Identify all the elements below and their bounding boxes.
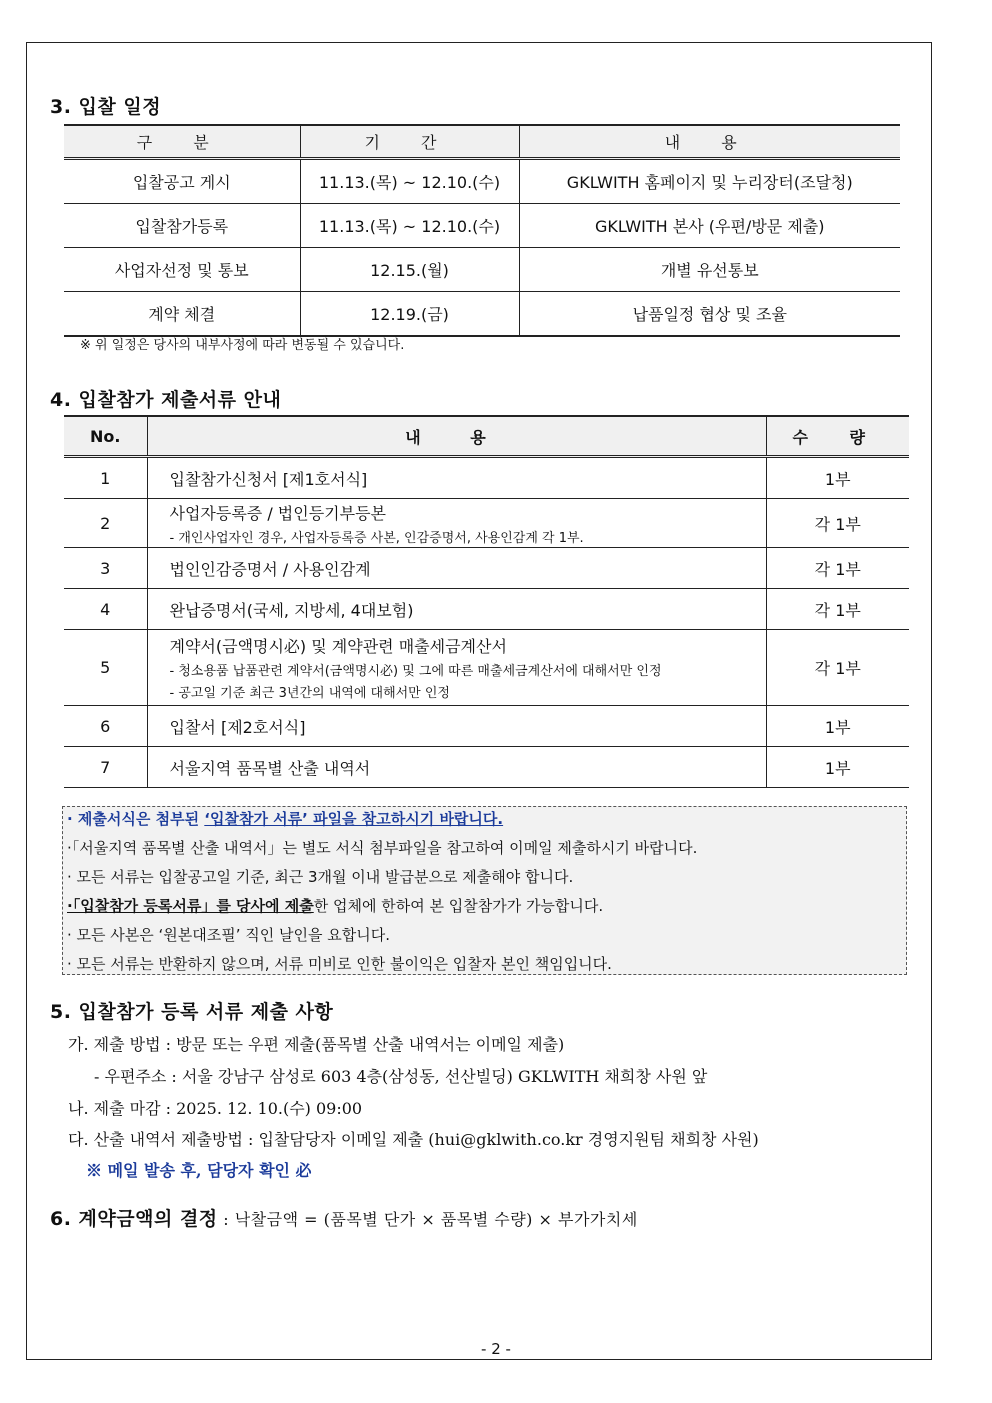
schedule-header-row [64, 125, 900, 159]
row-number: 3 [64, 548, 147, 589]
table-row [64, 204, 900, 248]
row-quantity: 각 1부 [766, 499, 909, 548]
section5-heading: 5. 입찰참가 등록 서류 제출 사항 [50, 1001, 334, 1023]
note-line: · 모든 서류는 반환하지 않으며, 서류 미비로 인한 불이익은 입찰자 본인 책임입니다. [67, 955, 612, 973]
row-quantity: 각 1부 [766, 548, 909, 589]
table-row [64, 548, 909, 589]
cell: 12.19.(금) [300, 292, 519, 337]
cell: GKLWITH 홈페이지 및 누리장터(조달청) [519, 159, 900, 204]
mailing-address: - 우편주소 : 서울 강남구 삼성로 603 4층(삼성동, 선산빌딩) GKLWITH 채희창 사원 앞 [94, 1067, 708, 1086]
table-row [64, 159, 900, 204]
row-number: 5 [64, 630, 147, 706]
row-number: 4 [64, 589, 147, 630]
note-line [63, 894, 906, 923]
row-title: 사업자등록증 / 법인등기부등본 [169, 503, 386, 523]
table-row [64, 499, 909, 548]
cell: 입찰공고 게시 [64, 159, 300, 204]
table-row [64, 630, 909, 706]
table-row [64, 248, 900, 292]
table-row [64, 457, 909, 499]
row-content [147, 630, 766, 706]
note-line: · 모든 서류는 입찰공고일 기준, 최근 3개월 이내 발급분으로 제출해야 합니다. [67, 868, 574, 886]
cell: 12.15.(월) [300, 248, 519, 292]
table-row [64, 706, 909, 747]
row-title: 법인인감증명서 / 사용인감계 [147, 548, 766, 589]
col-header: 구 분 [64, 125, 300, 159]
row-title: 입찰참가신청서 [제1호서식] [147, 457, 766, 499]
page-number: - 2 - [481, 1340, 511, 1358]
row-content [147, 499, 766, 548]
note-line: · 모든 사본은 ‘원본대조필’ 직인 날인을 요합니다. [67, 926, 390, 944]
row-number: 7 [64, 747, 147, 788]
row-title: 계약서(금액명시必) 및 계약관련 매출세금계산서 [169, 637, 507, 656]
table-row [64, 747, 909, 788]
contract-formula: : 낙찰금액 = (품목별 단가 × 품목별 수량) × 부가가치세 [217, 1210, 638, 1229]
row-number: 1 [64, 457, 147, 499]
cell: 납품일정 협상 및 조율 [519, 292, 900, 337]
section4-heading: 4. 입찰참가 제출서류 안내 [50, 389, 282, 411]
schedule-table [64, 124, 900, 337]
submission-method: 가. 제출 방법 : 방문 또는 우편 제출(품목별 산출 내역서는 이메일 제출) [68, 1035, 565, 1054]
row-title: 서울지역 품목별 산출 내역서 [147, 747, 766, 788]
statement-submission-method: 다. 산출 내역서 제출방법 : 입찰담당자 이메일 제출 (hui@gklwith.co.kr 경영지원팀 채희창 사원) [68, 1130, 759, 1149]
col-header: 기 간 [300, 125, 519, 159]
cell: 계약 체결 [64, 292, 300, 337]
row-quantity: 각 1부 [766, 630, 909, 706]
documents-header-row [64, 416, 909, 457]
cell: 개별 유선통보 [519, 248, 900, 292]
submission-deadline: 나. 제출 마감 : 2025. 12. 10.(수) 09:00 [68, 1099, 363, 1118]
note-text: 한 업체에 한하여 본 입찰참가가 가능합니다. [313, 897, 604, 915]
row-number: 6 [64, 706, 147, 747]
submission-notes-box [62, 806, 907, 975]
cell: GKLWITH 본사 (우편/방문 제출) [519, 204, 900, 248]
note-emphasis: ‘입찰참가 서류’ 파일을 참고하시기 바랍니다. [204, 810, 504, 828]
note-line: ·「서울지역 품목별 산출 내역서」는 별도 서식 첨부파일을 참고하여 이메일 제출하시기 바랍니다. [67, 839, 698, 857]
section6-heading: 6. 계약금액의 결정 [50, 1208, 218, 1230]
note-line [63, 807, 906, 836]
note-text: · 제출서식은 첨부된 [67, 810, 205, 828]
table-row [64, 589, 909, 630]
col-header: No. [64, 416, 147, 457]
note-emphasis: ·「입찰참가 등록서류」를 당사에 제출 [67, 897, 314, 915]
table-row [64, 292, 900, 337]
row-subnote: - 공고일 기준 최근 3년간의 내역에 대해서만 인정 [169, 686, 450, 701]
section3-heading: 3. 입찰 일정 [50, 96, 162, 118]
row-quantity: 1부 [766, 706, 909, 747]
row-quantity: 1부 [766, 457, 909, 499]
col-header: 내 용 [519, 125, 900, 159]
col-header: 수 량 [766, 416, 909, 457]
row-title: 완납증명서(국세, 지방세, 4대보험) [147, 589, 766, 630]
cell: 사업자선정 및 통보 [64, 248, 300, 292]
row-quantity: 1부 [766, 747, 909, 788]
row-title: 입찰서 [제2호서식] [147, 706, 766, 747]
cell: 11.13.(목) ~ 12.10.(수) [300, 159, 519, 204]
section6-line [50, 1204, 638, 1231]
cell: 입찰참가등록 [64, 204, 300, 248]
row-subnote: - 청소용품 납품관련 계약서(금액명시必) 및 그에 따른 매출세금계산서에 대해서만 인정 [169, 664, 662, 679]
documents-table [64, 415, 909, 788]
schedule-note: ※ 위 일정은 당사의 내부사정에 따라 변동될 수 있습니다. [80, 338, 405, 353]
email-confirm-note: ※ 메일 발송 후, 담당자 확인 必 [86, 1161, 312, 1180]
col-header: 내 용 [147, 416, 766, 457]
row-number: 2 [64, 499, 147, 548]
row-subnote: - 개인사업자인 경우, 사업자등록증 사본, 인감증명서, 사용인감계 각 1부. [169, 530, 584, 546]
cell: 11.13.(목) ~ 12.10.(수) [300, 204, 519, 248]
row-quantity: 각 1부 [766, 589, 909, 630]
